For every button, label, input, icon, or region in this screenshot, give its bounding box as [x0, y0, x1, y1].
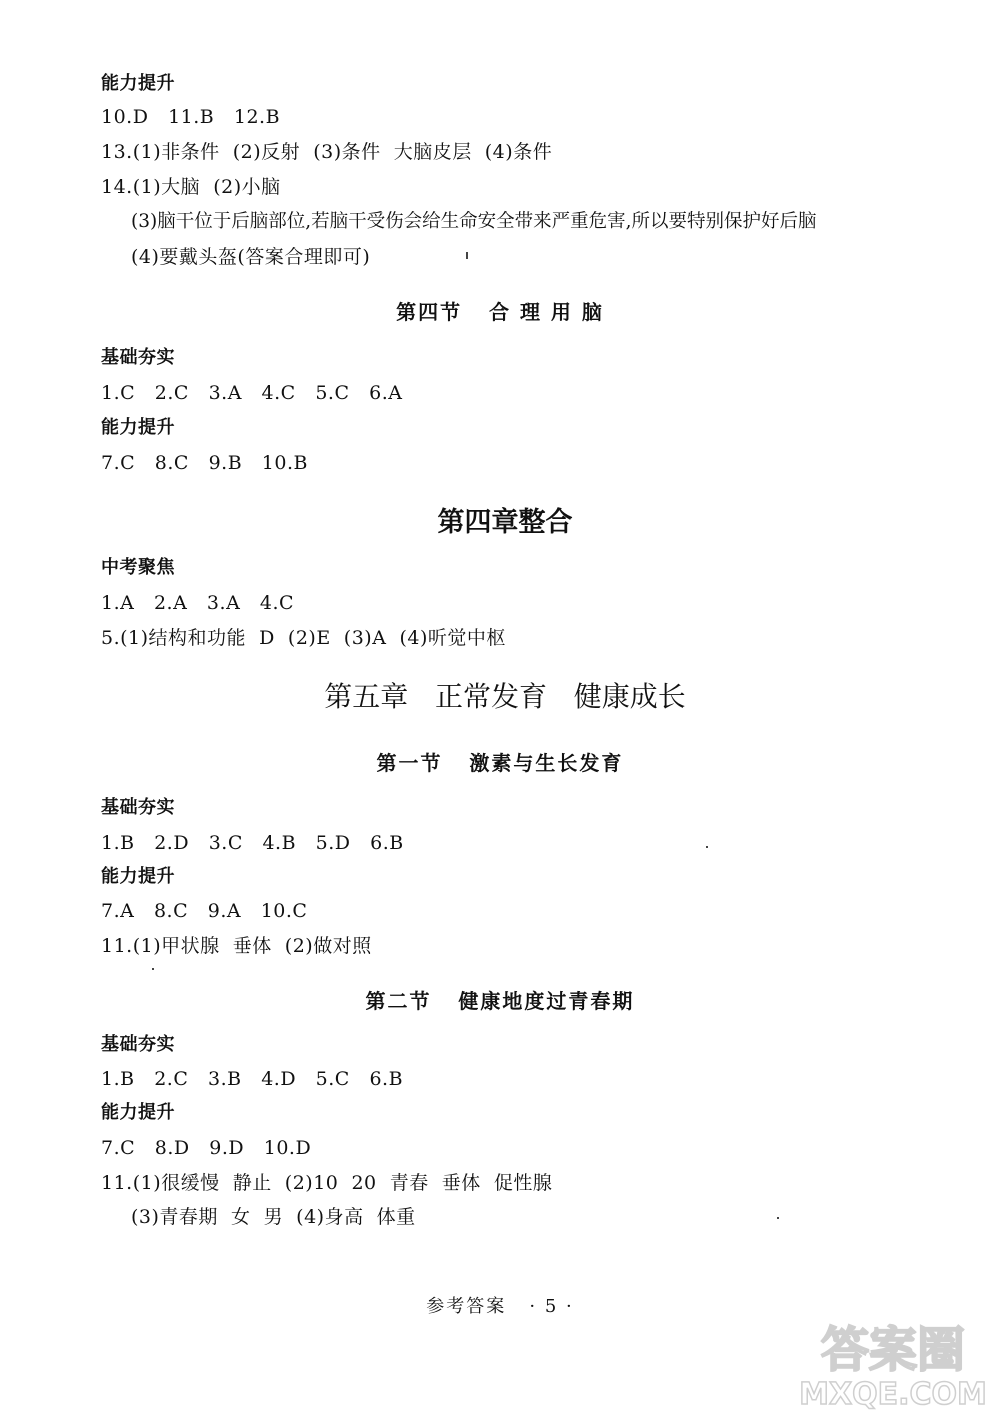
answer-line: (4)要戴头盔(答案合理即可) [131, 246, 371, 268]
heading-basic: 基础夯实 [101, 1034, 175, 1055]
scan-speck [152, 968, 154, 970]
watermark-url: MXQE.COM [799, 1377, 987, 1412]
answer-line: 10.D 11.B 12.B [101, 106, 281, 128]
chapter-title: 第五章 正常发育 健康成长 [324, 680, 686, 713]
heading-basic: 基础夯实 [101, 797, 175, 818]
section-title: 第二节 健康地度过青春期 [365, 989, 635, 1013]
answer-line: 1.B 2.C 3.B 4.D 5.C 6.B [101, 1068, 404, 1090]
answer-line: 5.(1)结构和功能 D (2)E (3)A (4)听觉中枢 [101, 627, 506, 649]
scan-speck [777, 1217, 779, 1219]
answer-line: (3)青春期 女 男 (4)身高 体重 [131, 1206, 416, 1228]
answer-line: (3)脑干位于后脑部位,若脑干受伤会给生命安全带来严重危害,所以要特别保护好后脑 [131, 211, 817, 232]
heading-ability: 能力提升 [101, 417, 175, 438]
answer-line: 13.(1)非条件 (2)反射 (3)条件 大脑皮层 (4)条件 [101, 141, 553, 163]
heading-basic: 基础夯实 [101, 347, 175, 368]
answer-line: 11.(1)甲状腺 垂体 (2)做对照 [101, 935, 372, 957]
answer-line: 1.B 2.D 3.C 4.B 5.D 6.B [101, 832, 404, 854]
heading-ability: 能力提升 [101, 73, 175, 94]
answer-line: 7.A 8.C 9.A 10.C [101, 900, 308, 922]
chapter-review-title: 第四章整合 [437, 507, 573, 538]
section-title: 第一节 激素与生长发育 [376, 751, 624, 775]
answer-line: 7.C 8.D 9.D 10.D [101, 1137, 312, 1159]
answer-line: 7.C 8.C 9.B 10.B [101, 452, 308, 474]
watermark-logo [798, 1314, 988, 1414]
scan-speck [466, 252, 468, 259]
scan-speck [706, 846, 708, 848]
answer-line: 1.C 2.C 3.A 4.C 5.C 6.A [101, 382, 403, 404]
answer-line: 11.(1)很缓慢 静止 (2)10 20 青春 垂体 促性腺 [101, 1172, 553, 1194]
heading-exam-focus: 中考聚焦 [101, 557, 175, 578]
page-footer: 参考答案 · 5 · [426, 1296, 574, 1317]
answer-line: 1.A 2.A 3.A 4.C [101, 592, 295, 614]
heading-ability: 能力提升 [101, 1102, 175, 1123]
watermark-text: 答案圈 [820, 1322, 966, 1378]
section-title: 第四节 合 理 用 脑 [396, 300, 604, 324]
answer-line: 14.(1)大脑 (2)小脑 [101, 176, 281, 198]
heading-ability: 能力提升 [101, 866, 175, 887]
